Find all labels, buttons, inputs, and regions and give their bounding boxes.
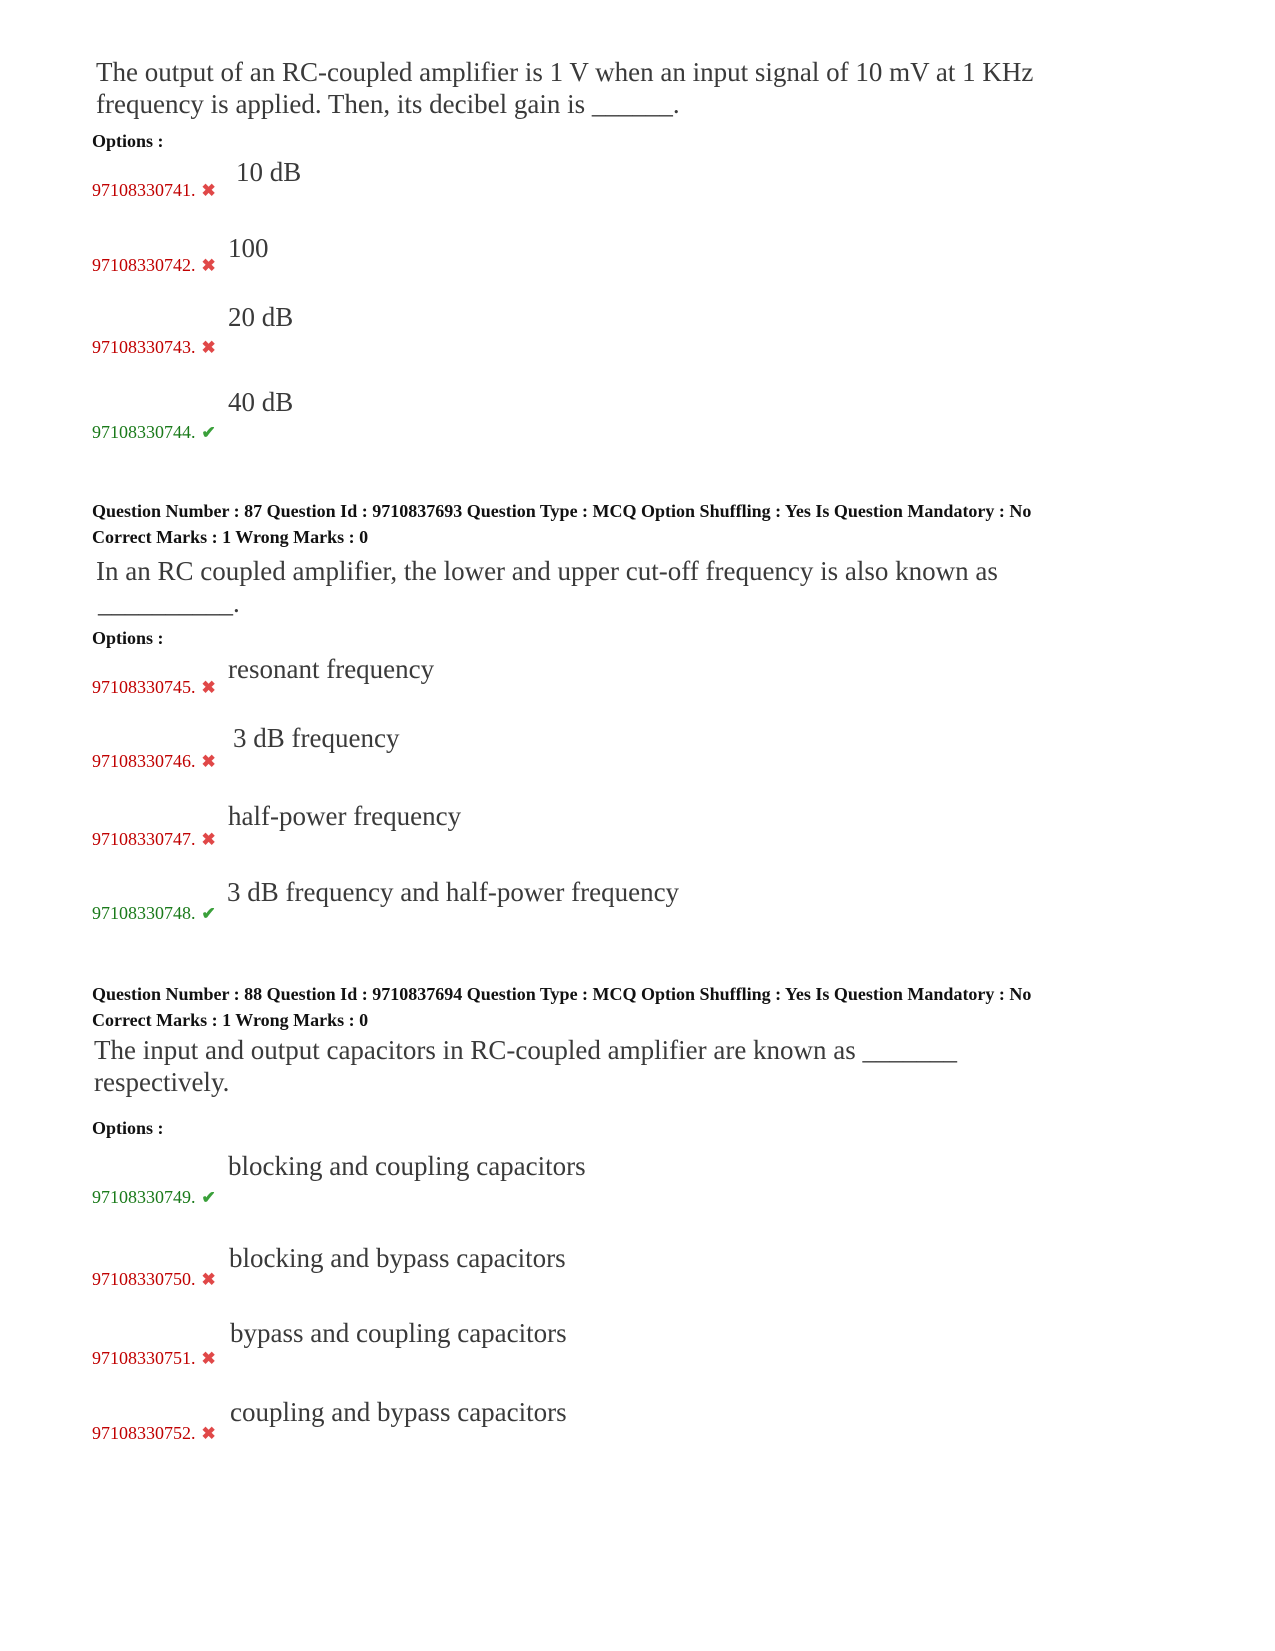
option-id: 97108330751. ✖	[92, 1348, 216, 1368]
option-id: 97108330743. ✖	[92, 337, 216, 357]
option-id: 97108330745. ✖	[92, 677, 216, 697]
options-label: Options :	[92, 1118, 164, 1138]
options-label: Options :	[92, 628, 164, 648]
option-text: half-power frequency	[228, 801, 462, 831]
option-text: bypass and coupling capacitors	[230, 1318, 567, 1348]
question-marks: Correct Marks : 1 Wrong Marks : 0	[92, 527, 369, 547]
option-text: 3 dB frequency and half-power frequency	[227, 877, 680, 907]
option-text: 20 dB	[228, 302, 294, 332]
option-text: 10 dB	[236, 157, 302, 187]
option-id: 97108330742. ✖	[92, 255, 216, 275]
option-text: blocking and bypass capacitors	[229, 1243, 566, 1273]
check-mark-icon: ✔	[201, 1188, 216, 1207]
question-text-line: In an RC coupled amplifier, the lower and upper cut-off frequency is also known as	[96, 556, 998, 586]
check-mark-icon: ✔	[201, 423, 216, 442]
cross-mark-icon: ✖	[201, 256, 216, 275]
question-text-line: frequency is applied. Then, its decibel gain is ______.	[96, 89, 680, 119]
cross-mark-icon: ✖	[201, 830, 216, 849]
cross-mark-icon: ✖	[201, 752, 216, 771]
option-id: 97108330744. ✔	[92, 422, 216, 442]
option-id: 97108330747. ✖	[92, 829, 216, 849]
option-id: 97108330748. ✔	[92, 903, 216, 923]
question-text-line: The input and output capacitors in RC-coupled amplifier are known as _______	[94, 1035, 958, 1065]
question-meta: Question Number : 88 Question Id : 9710837694 Question Type : MCQ Option Shuffling : Yes Is Question Mandatory : No	[92, 984, 1032, 1004]
check-mark-icon: ✔	[201, 904, 216, 923]
cross-mark-icon: ✖	[201, 181, 216, 200]
cross-mark-icon: ✖	[201, 1270, 216, 1289]
option-id: 97108330749. ✔	[92, 1187, 216, 1207]
option-text: resonant frequency	[228, 654, 435, 684]
option-text: 3 dB frequency	[233, 723, 400, 753]
question-meta: Question Number : 87 Question Id : 9710837693 Question Type : MCQ Option Shuffling : Yes Is Question Mandatory : No	[92, 501, 1032, 521]
option-id: 97108330746. ✖	[92, 751, 216, 771]
cross-mark-icon: ✖	[201, 1349, 216, 1368]
option-id: 97108330750. ✖	[92, 1269, 216, 1289]
question-text-line: The output of an RC-coupled amplifier is 1 V when an input signal of 10 mV at 1 KHz	[96, 57, 1034, 87]
option-id: 97108330741. ✖	[92, 180, 216, 200]
question-text-line: respectively.	[94, 1067, 230, 1097]
cross-mark-icon: ✖	[201, 678, 216, 697]
option-text: coupling and bypass capacitors	[230, 1397, 567, 1427]
question-text-line: __________.	[98, 588, 240, 618]
options-label: Options :	[92, 131, 164, 151]
option-text: 40 dB	[228, 387, 294, 417]
option-text: 100	[228, 233, 269, 263]
cross-mark-icon: ✖	[201, 1424, 216, 1443]
option-id: 97108330752. ✖	[92, 1423, 216, 1443]
option-text: blocking and coupling capacitors	[228, 1151, 586, 1181]
question-marks: Correct Marks : 1 Wrong Marks : 0	[92, 1010, 369, 1030]
cross-mark-icon: ✖	[201, 338, 216, 357]
